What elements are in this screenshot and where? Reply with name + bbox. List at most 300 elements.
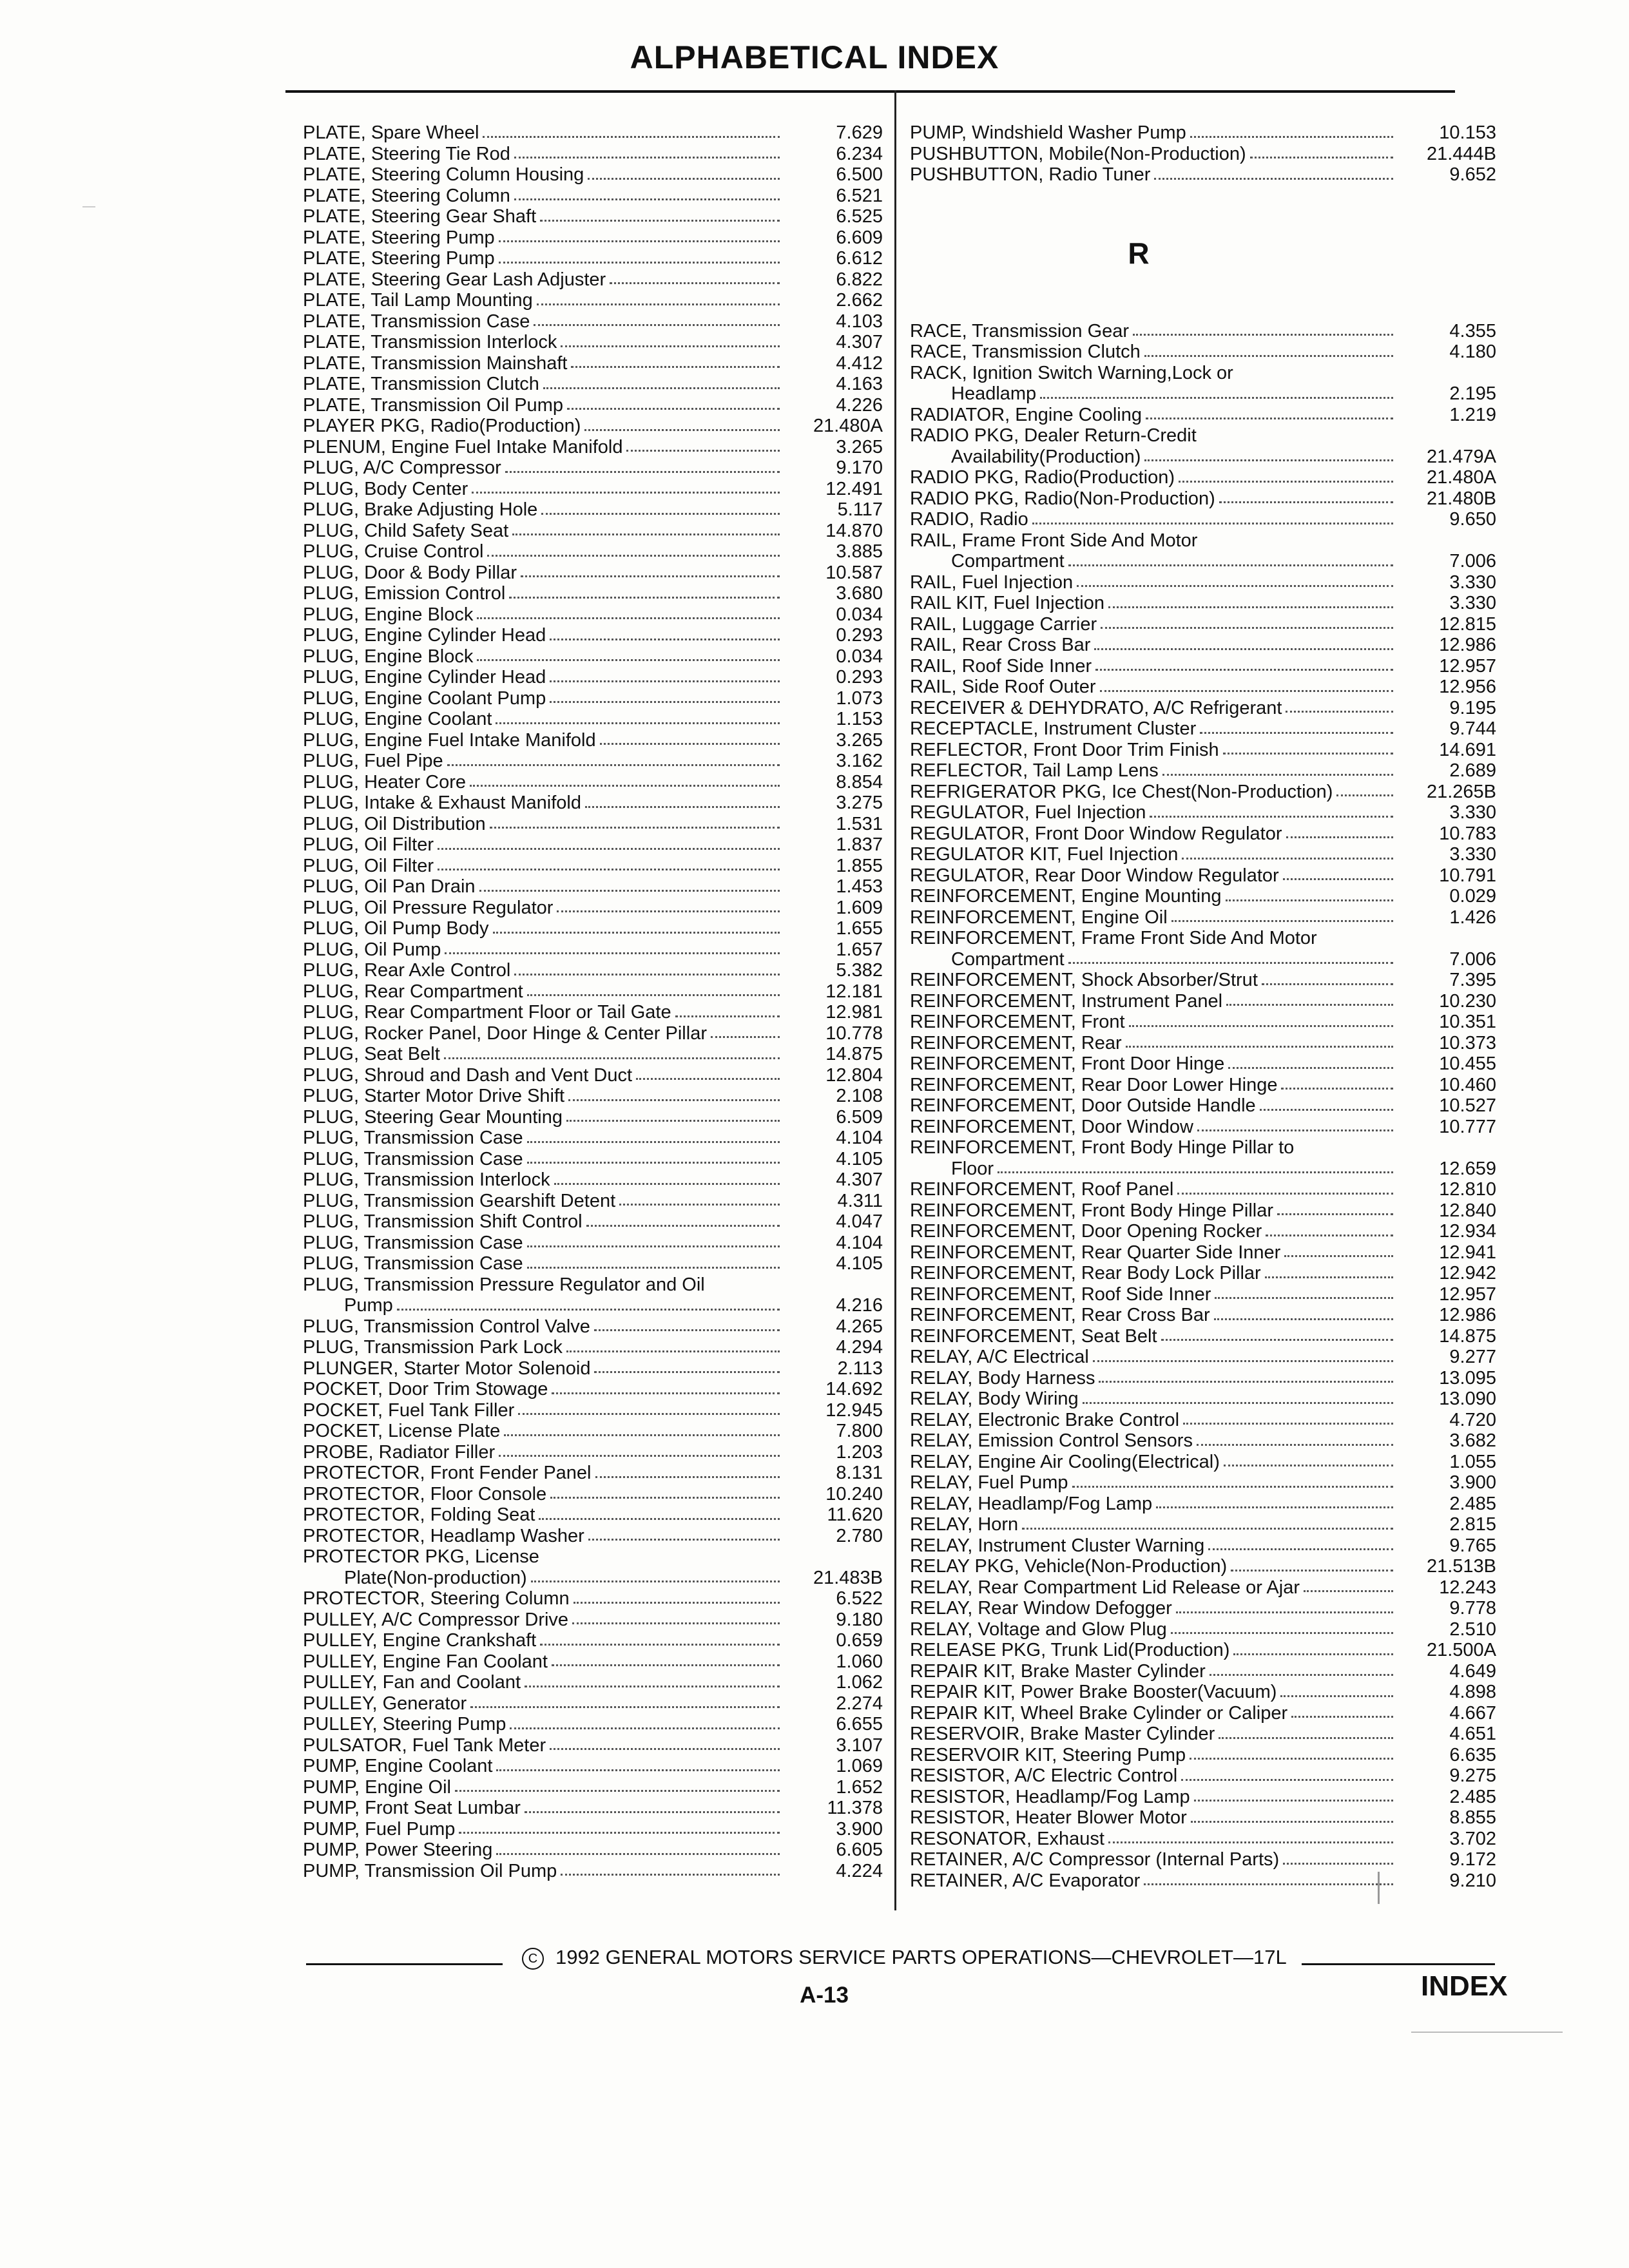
leader-dots	[1077, 585, 1393, 587]
index-entry	[910, 164, 1496, 186]
index-entry	[303, 709, 883, 730]
page-number: A-13	[800, 1983, 849, 2008]
entry-name: REINFORCEMENT, Door Opening Rocker	[910, 1221, 1262, 1242]
leader-dots	[600, 743, 780, 745]
index-entry	[303, 730, 883, 751]
entry-name: REINFORCEMENT, Rear	[910, 1032, 1122, 1053]
leader-dots	[1265, 1276, 1393, 1278]
entry-name: RELAY, Instrument Cluster Warning	[910, 1535, 1205, 1556]
entry-name: PLATE, Tail Lamp Mounting	[303, 290, 533, 311]
entry-page-number: 1.153	[836, 709, 883, 729]
entry-name: RELAY, Headlamp/Fog Lamp	[910, 1493, 1153, 1514]
leader-dots	[1190, 136, 1393, 138]
entry-name: RELAY, A/C Electrical	[910, 1347, 1089, 1367]
index-entry	[910, 122, 1496, 144]
index-entry	[303, 374, 883, 395]
entry-name: PLATE, Transmission Interlock	[303, 332, 557, 352]
leader-dots	[585, 806, 780, 808]
index-entry	[303, 122, 883, 144]
entry-name: PLUG, Transmission Interlock	[303, 1169, 550, 1190]
entry-name: PLUG, Engine Cylinder Head	[303, 625, 546, 646]
index-entry	[303, 562, 883, 584]
entry-page-number: 12.956	[1439, 677, 1496, 697]
entry-page-number: 3.680	[836, 583, 883, 604]
index-entry	[910, 635, 1496, 656]
leader-dots	[711, 1036, 780, 1038]
leader-dots	[998, 1171, 1393, 1173]
index-entry	[303, 1358, 883, 1379]
index-entry	[303, 1630, 883, 1651]
entry-page-number: 3.265	[836, 436, 883, 457]
index-entry	[303, 772, 883, 793]
entry-name: REPAIR KIT, Brake Master Cylinder	[910, 1660, 1206, 1682]
entry-name: PLATE, Steering Column Housing	[303, 164, 584, 185]
entry-name: PLUG, Engine Coolant Pump	[303, 687, 546, 709]
entry-page-number: 1.069	[836, 1756, 883, 1776]
leader-dots	[541, 513, 780, 515]
leader-dots	[626, 450, 780, 452]
index-entry	[910, 1682, 1496, 1703]
index-entry	[303, 604, 883, 626]
leader-dots	[1191, 1821, 1393, 1823]
entry-name: RAIL, Side Roof Outer	[910, 677, 1096, 697]
index-entry	[303, 751, 883, 772]
leader-dots	[1144, 1883, 1393, 1885]
leader-dots	[1108, 1841, 1393, 1843]
entry-name: PLENUM, Engine Fuel Intake Manifold	[303, 436, 623, 457]
leader-dots	[518, 1413, 780, 1415]
index-entry	[303, 479, 883, 500]
entry-page-number: 7.800	[836, 1421, 883, 1441]
entry-page-number: 14.691	[1439, 739, 1496, 760]
entry-name: REINFORCEMENT, Engine Oil	[910, 907, 1168, 928]
entry-page-number: 12.804	[825, 1064, 883, 1086]
index-entry	[910, 1870, 1496, 1892]
entry-page-number: 12.942	[1439, 1263, 1496, 1283]
index-entry	[910, 907, 1496, 928]
entry-name: RECEPTACLE, Instrument Cluster	[910, 718, 1197, 739]
entry-page-number: 10.777	[1439, 1116, 1496, 1137]
index-entry	[910, 1745, 1496, 1766]
leader-dots	[514, 974, 780, 975]
index-entry	[910, 425, 1496, 467]
entry-page-number: 4.651	[1449, 1724, 1496, 1744]
entry-page-number: 8.131	[836, 1463, 883, 1483]
faint-rule	[1411, 2032, 1563, 2033]
leader-dots	[1250, 157, 1393, 159]
entry-page-number: 3.162	[836, 751, 883, 771]
index-entry	[303, 939, 883, 961]
index-entry	[910, 1305, 1496, 1326]
leader-dots	[1182, 858, 1393, 860]
entry-page-number: 4.224	[836, 1860, 883, 1881]
leader-dots	[557, 910, 780, 912]
leader-dots	[477, 659, 780, 661]
entry-page-number: 12.243	[1439, 1577, 1496, 1598]
entry-name: RESISTOR, Heater Blower Motor	[910, 1807, 1187, 1828]
entry-page-number: 3.265	[836, 729, 883, 751]
leader-dots	[1283, 878, 1393, 880]
index-entry	[303, 227, 883, 249]
leader-dots	[499, 262, 780, 264]
leader-dots	[588, 1539, 780, 1541]
leader-dots	[636, 1078, 780, 1080]
entry-page-number: 10.351	[1439, 1012, 1496, 1032]
leader-dots	[483, 136, 780, 138]
entry-name: RESONATOR, Exhaust	[910, 1828, 1104, 1849]
entry-name: PLUG, A/C Compressor	[303, 457, 501, 478]
index-entry	[910, 1242, 1496, 1264]
entry-page-number: 12.941	[1439, 1242, 1496, 1263]
entry-page-number: 2.113	[837, 1358, 883, 1379]
entry-name: PLUG, Oil Filter	[303, 834, 434, 855]
entry-name: PLUG, Door & Body Pillar	[303, 562, 517, 583]
index-entry	[910, 1598, 1496, 1619]
leader-dots	[1190, 1758, 1393, 1760]
leader-dots	[1095, 669, 1393, 671]
entry-name: RAIL, Rear Cross Bar	[910, 635, 1091, 655]
entry-name: PLATE, Transmission Case	[303, 311, 530, 332]
entry-page-number: 6.655	[836, 1714, 883, 1735]
entry-page-number: 6.522	[836, 1588, 883, 1609]
leader-dots	[490, 827, 780, 829]
index-entry	[910, 1389, 1496, 1410]
entry-name: PLAYER PKG, Radio(Production)	[303, 416, 581, 436]
entry-name: PUMP, Windshield Washer Pump	[910, 122, 1186, 143]
index-entry	[303, 1211, 883, 1233]
index-entry	[910, 1053, 1496, 1075]
entry-name-continued: Plate(Non-production)	[344, 1567, 527, 1588]
leader-dots	[1040, 397, 1393, 399]
entry-name: PLUG, Body Center	[303, 478, 468, 499]
entry-page-number: 6.635	[1449, 1744, 1496, 1765]
index-entry	[910, 1179, 1496, 1200]
index-entry	[910, 363, 1496, 405]
entry-name: RELAY, Fuel Pump	[910, 1472, 1068, 1493]
column-divider	[894, 90, 896, 1910]
entry-page-number: 14.875	[1439, 1325, 1496, 1347]
entry-page-number: 0.034	[836, 604, 883, 625]
entry-name: PUMP, Front Seat Lumbar	[303, 1798, 521, 1818]
entry-name: REINFORCEMENT, Door Outside Handle	[910, 1095, 1256, 1116]
index-entry	[303, 646, 883, 668]
index-entry	[910, 1829, 1496, 1850]
entry-name: PLATE, Steering Pump	[303, 227, 495, 248]
entry-page-number: 10.783	[1439, 823, 1496, 844]
index-entry	[910, 1368, 1496, 1389]
entry-name: RELAY, Body Wiring	[910, 1389, 1079, 1409]
entry-page-number: 10.455	[1439, 1053, 1496, 1074]
entry-name: RELAY, Electronic Brake Control	[910, 1409, 1180, 1430]
footer-rule-right	[1302, 1963, 1495, 1965]
index-entry	[303, 625, 883, 646]
entry-page-number: 4.265	[836, 1316, 883, 1337]
index-entry	[303, 1337, 883, 1358]
entry-page-number: 21.444B	[1426, 143, 1496, 164]
index-entry	[303, 1798, 883, 1819]
entry-page-number: 1.655	[836, 918, 883, 939]
entry-page-number: 4.180	[1449, 341, 1496, 362]
index-entry	[910, 1494, 1496, 1515]
entry-name: RESERVOIR KIT, Steering Pump	[910, 1744, 1186, 1765]
entry-continuation-line	[910, 949, 1496, 970]
entry-name: PLATE, Transmission Oil Pump	[303, 394, 563, 416]
leader-dots	[584, 429, 780, 431]
entry-page-number: 12.181	[825, 981, 883, 1002]
entry-page-number: 14.870	[825, 520, 883, 541]
entry-page-number: 14.875	[825, 1044, 883, 1064]
entry-name: PUMP, Engine Oil	[303, 1776, 451, 1798]
entry-page-number: 2.195	[1449, 383, 1496, 404]
index-entry	[303, 521, 883, 542]
leader-dots	[1099, 1381, 1393, 1383]
leader-dots	[1283, 1863, 1393, 1865]
entry-page-number: 3.702	[1449, 1828, 1496, 1849]
leader-dots	[1197, 1444, 1393, 1446]
entry-name: RADIO, Radio	[910, 509, 1028, 530]
entry-page-number: 3.900	[836, 1818, 883, 1840]
leader-dots	[527, 994, 780, 996]
leader-dots	[1094, 648, 1393, 650]
entry-page-number: 6.500	[836, 164, 883, 185]
leader-dots	[1032, 523, 1393, 524]
entry-page-number: 1.055	[1449, 1451, 1496, 1472]
leader-dots	[493, 932, 780, 934]
leader-dots	[1233, 1653, 1393, 1655]
index-entry	[303, 248, 883, 269]
index-entry	[303, 793, 883, 814]
entry-name: PLUG, Transmission Gearshift Detent	[303, 1190, 616, 1211]
entry-name: PROTECTOR, Folding Seat	[303, 1504, 535, 1525]
leader-dots	[1156, 1506, 1393, 1508]
entry-name: PLUG, Shroud and Dash and Vent Duct	[303, 1064, 633, 1086]
entry-name: RELAY, Engine Air Cooling(Electrical)	[910, 1451, 1220, 1472]
entry-name: PLUG, Brake Adjusting Hole	[303, 499, 538, 520]
leader-dots	[1072, 1486, 1393, 1488]
leader-dots	[512, 533, 780, 535]
entry-page-number: 12.840	[1439, 1200, 1496, 1221]
entry-page-number: 10.460	[1439, 1074, 1496, 1095]
index-entry	[303, 186, 883, 207]
entry-page-number: 1.426	[1449, 907, 1496, 928]
index-entry	[303, 437, 883, 458]
entry-page-number: 4.105	[836, 1148, 883, 1169]
entry-page-number: 6.525	[836, 206, 883, 227]
leader-dots	[1154, 178, 1393, 180]
entry-page-number: 2.108	[836, 1086, 883, 1106]
entry-name: REINFORCEMENT, Roof Panel	[910, 1179, 1174, 1200]
entry-page-number: 3.330	[1449, 802, 1496, 823]
entry-name: REGULATOR, Rear Door Window Regulator	[910, 865, 1279, 886]
entry-page-number: 12.934	[1439, 1221, 1496, 1242]
entry-page-number: 21.483B	[813, 1567, 883, 1588]
index-entry	[303, 144, 883, 165]
entry-page-number: 21.265B	[1426, 781, 1496, 802]
index-entry	[910, 341, 1496, 363]
entry-name: PLUG, Seat Belt	[303, 1044, 440, 1064]
leader-dots	[509, 597, 780, 599]
leader-dots	[499, 1455, 780, 1457]
index-entry	[303, 667, 883, 688]
entry-name: RACE, Transmission Gear	[910, 320, 1130, 341]
entry-name: PLUG, Emission Control	[303, 583, 506, 604]
entry-page-number: 12.986	[1439, 635, 1496, 655]
index-entry	[910, 844, 1496, 865]
index-entry	[303, 1379, 883, 1400]
index-entry	[303, 1400, 883, 1421]
index-entry	[910, 991, 1496, 1012]
leader-dots	[1226, 899, 1394, 901]
index-entry	[910, 782, 1496, 803]
entry-page-number: 3.900	[1449, 1472, 1496, 1493]
entry-page-number: 2.274	[836, 1693, 883, 1714]
leader-dots	[1224, 1465, 1393, 1466]
index-entry	[303, 1191, 883, 1212]
entry-name: PLUG, Engine Fuel Intake Manifold	[303, 729, 596, 751]
entry-page-number: 4.307	[836, 332, 883, 352]
leader-dots	[574, 1602, 780, 1604]
index-entry	[910, 698, 1496, 719]
index-entry	[910, 1284, 1496, 1305]
index-entry	[910, 1640, 1496, 1661]
leader-dots	[1146, 418, 1393, 419]
entry-name: PLUG, Rear Axle Control	[303, 960, 511, 981]
entry-page-number: 6.234	[836, 143, 883, 164]
entry-name: PLATE, Steering Gear Lash Adjuster	[303, 269, 606, 290]
entry-page-number: 10.373	[1439, 1032, 1496, 1053]
entry-name: RADIO PKG, Radio(Production)	[910, 467, 1175, 488]
index-entry	[910, 1787, 1496, 1808]
leader-dots	[510, 1727, 780, 1729]
leader-dots	[1291, 1716, 1393, 1718]
entry-name: PLATE, Spare Wheel	[303, 122, 479, 143]
entry-name: PLATE, Transmission Clutch	[303, 374, 539, 394]
index-entry	[303, 290, 883, 311]
entry-page-number: 4.898	[1449, 1682, 1496, 1702]
index-entry	[910, 530, 1496, 572]
entry-name: PROTECTOR, Floor Console	[303, 1483, 547, 1504]
entry-name: REINFORCEMENT, Shock Absorber/Strut	[910, 970, 1258, 990]
index-entry	[910, 1619, 1496, 1640]
entry-name: PLUG, Transmission Pressure Regulator and Oil	[303, 1274, 705, 1295]
entry-page-number: 3.330	[1449, 572, 1496, 593]
entry-page-number: 9.180	[836, 1609, 883, 1630]
entry-page-number: 9.277	[1449, 1347, 1496, 1367]
entry-name: REFRIGERATOR PKG, Ice Chest(Non-Production)	[910, 781, 1333, 802]
entry-name: REGULATOR, Front Door Window Regulator	[910, 823, 1282, 844]
entry-continuation-line	[303, 1295, 883, 1316]
right-top-entries	[910, 122, 1496, 186]
leader-dots	[550, 1497, 780, 1499]
index-entry	[303, 1735, 883, 1756]
index-entry	[303, 353, 883, 374]
index-entry	[303, 332, 883, 353]
entry-name: REINFORCEMENT, Front Door Hinge	[910, 1053, 1225, 1074]
entry-page-number: 9.172	[1449, 1849, 1496, 1870]
index-entry	[303, 1316, 883, 1338]
entry-name: PLUG, Oil Pressure Regulator	[303, 897, 554, 918]
leader-dots	[1281, 1088, 1393, 1090]
margin-mark	[82, 206, 95, 207]
leader-dots	[1260, 1109, 1393, 1111]
leader-dots	[1133, 334, 1393, 336]
entry-page-number: 9.778	[1449, 1598, 1496, 1619]
leader-dots	[1215, 1297, 1393, 1299]
entry-page-number: 9.195	[1449, 697, 1496, 718]
entry-page-number: 12.957	[1439, 655, 1496, 677]
entry-page-number: 5.117	[837, 499, 883, 520]
index-entry	[303, 269, 883, 291]
index-entry	[910, 1514, 1496, 1535]
index-entry	[303, 1253, 883, 1274]
leader-dots	[1219, 1737, 1393, 1739]
copyright-icon: C	[522, 1948, 544, 1970]
index-entry	[910, 677, 1496, 698]
leader-dots	[438, 848, 780, 850]
entry-page-number: 12.986	[1439, 1305, 1496, 1325]
entry-page-number: 12.945	[825, 1399, 883, 1421]
entry-name: PLATE, Steering Gear Shaft	[303, 206, 537, 227]
index-entry	[910, 865, 1496, 887]
index-entry	[303, 416, 883, 437]
leader-dots	[572, 1622, 780, 1624]
index-entry	[303, 499, 883, 521]
index-entry	[910, 1137, 1496, 1179]
entry-name: PLUG, Oil Filter	[303, 855, 434, 876]
entry-name: REFLECTOR, Front Door Trim Finish	[910, 739, 1219, 760]
index-entry	[303, 1274, 883, 1316]
entry-name: RAIL, Roof Side Inner	[910, 655, 1092, 677]
index-entry	[910, 1577, 1496, 1599]
entry-name: PLATE, Steering Column	[303, 185, 510, 206]
index-entry	[910, 1430, 1496, 1452]
leader-dots	[1262, 983, 1393, 985]
entry-page-number: 10.230	[1439, 990, 1496, 1012]
entry-name: RADIATOR, Engine Cooling	[910, 404, 1142, 425]
entry-name: PLUG, Rear Compartment Floor or Tail Gate	[303, 1002, 671, 1023]
index-entry	[910, 1200, 1496, 1222]
entry-name: PROBE, Radiator Filler	[303, 1441, 496, 1463]
entry-name: PLUG, Transmission Control Valve	[303, 1316, 590, 1337]
index-entry	[303, 1002, 883, 1023]
leader-dots	[1208, 1548, 1393, 1550]
leader-dots	[527, 1245, 780, 1247]
entry-name: PLUG, Transmission Case	[303, 1232, 523, 1253]
index-entry	[303, 457, 883, 479]
entry-page-number: 4.216	[836, 1295, 883, 1316]
entry-name: PLUG, Transmission Case	[303, 1253, 523, 1274]
leader-dots	[566, 1350, 780, 1352]
entry-name-continued: Pump	[344, 1295, 393, 1316]
index-entry	[303, 1861, 883, 1882]
leader-dots	[525, 1686, 780, 1687]
index-entry	[303, 960, 883, 981]
entry-page-number: 12.491	[825, 478, 883, 499]
entry-name: PROTECTOR, Front Fender Panel	[303, 1463, 592, 1483]
entry-page-number: 3.330	[1449, 593, 1496, 613]
entry-page-number: 10.527	[1439, 1095, 1496, 1116]
leader-dots	[505, 471, 780, 473]
index-entry	[910, 1117, 1496, 1138]
index-entry	[910, 593, 1496, 614]
index-entry	[910, 1703, 1496, 1724]
leader-dots	[1108, 606, 1393, 608]
index-entry	[910, 760, 1496, 782]
entry-name: PULLEY, Engine Crankshaft	[303, 1630, 537, 1651]
leader-dots	[561, 1874, 780, 1876]
entry-name: PROTECTOR PKG, License	[303, 1546, 539, 1567]
entry-page-number: 4.412	[836, 352, 883, 374]
